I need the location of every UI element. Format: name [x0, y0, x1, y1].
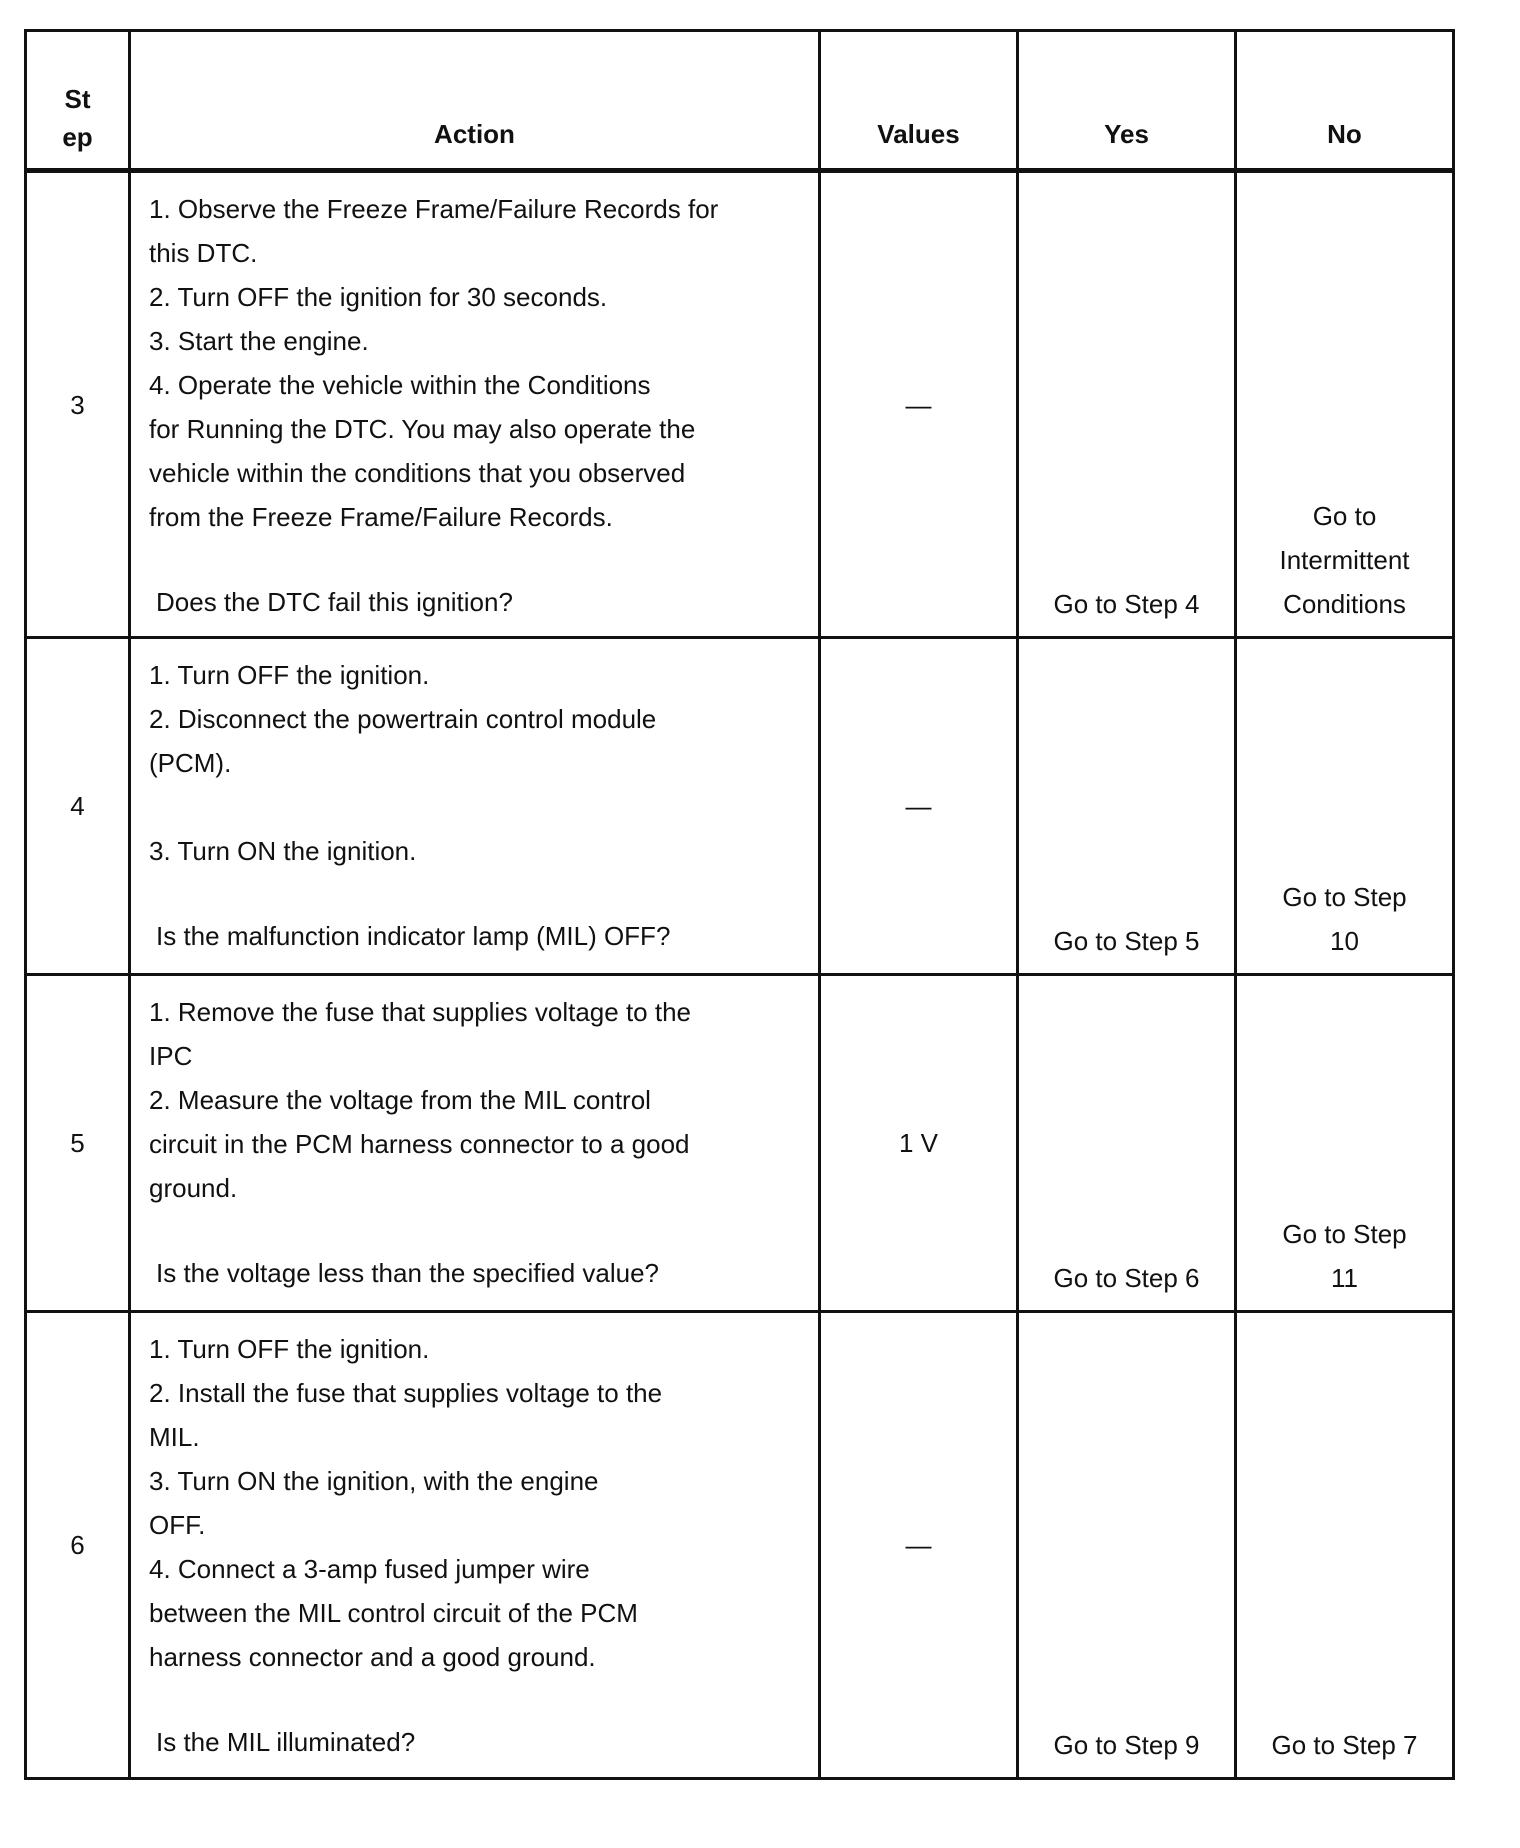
- no-line: Go to: [1312, 501, 1377, 531]
- action-cell: [130, 171, 820, 638]
- action-line: from the Freeze Frame/Failure Records.: [149, 502, 613, 532]
- action-line: 2. Disconnect the powertrain control module: [149, 704, 657, 734]
- action-line: 2. Install the fuse that supplies voltage to the: [149, 1378, 663, 1408]
- no-cell: [1236, 1312, 1454, 1779]
- action-question: Is the voltage less than the specified value?: [156, 1258, 659, 1288]
- action-line: OFF.: [149, 1510, 206, 1540]
- action-line: 1. Turn OFF the ignition.: [149, 1334, 430, 1364]
- diagnostic-table: [24, 29, 1455, 1780]
- yes-cell: Go to Step 9: [1018, 1312, 1236, 1779]
- header-no: No: [1236, 31, 1454, 171]
- no-line: Intermittent: [1279, 545, 1410, 575]
- action-steps: [149, 653, 798, 873]
- table-row: [26, 171, 1454, 638]
- no-cell: [1236, 171, 1454, 638]
- action-line: MIL.: [149, 1422, 200, 1452]
- no-line: 10: [1330, 926, 1359, 956]
- action-cell: [130, 638, 820, 975]
- no-line: Conditions: [1283, 589, 1406, 619]
- header-values: Values: [820, 31, 1018, 171]
- values-cell: 1 V: [820, 975, 1018, 1312]
- action-line: 1. Turn OFF the ignition.: [149, 660, 430, 690]
- no-cell: [1236, 638, 1454, 975]
- values-cell: —: [820, 171, 1018, 638]
- header-action: Action: [130, 31, 820, 171]
- step-number: 5: [26, 975, 130, 1312]
- header-step-line1: St: [64, 84, 91, 114]
- table-row: [26, 1312, 1454, 1779]
- action-steps: [149, 187, 798, 539]
- action-line: 2. Turn OFF the ignition for 30 seconds.: [149, 282, 608, 312]
- action-line: 1. Observe the Freeze Frame/Failure Records for: [149, 194, 719, 224]
- action-line: (PCM).: [149, 748, 232, 778]
- action-line: [149, 785, 798, 829]
- action-line: IPC: [149, 1041, 193, 1071]
- action-line: vehicle within the conditions that you observed: [149, 458, 686, 488]
- action-line: ground.: [149, 1173, 238, 1203]
- action-line: for Running the DTC. You may also operate the: [149, 414, 696, 444]
- step-number: 3: [26, 171, 130, 638]
- values-cell: —: [820, 1312, 1018, 1779]
- action-line: 3. Start the engine.: [149, 326, 369, 356]
- values-cell: —: [820, 638, 1018, 975]
- action-question: Is the malfunction indicator lamp (MIL) OFF?: [156, 921, 671, 951]
- no-line: Go to Step 7: [1271, 1730, 1418, 1760]
- no-cell: [1236, 975, 1454, 1312]
- action-line: this DTC.: [149, 238, 258, 268]
- header-step: [26, 31, 130, 171]
- action-line: harness connector and a good ground.: [149, 1642, 596, 1672]
- yes-cell: Go to Step 5: [1018, 638, 1236, 975]
- table-header-row: [26, 31, 1454, 171]
- action-line: 3. Turn ON the ignition, with the engine: [149, 1466, 599, 1496]
- action-question: Does the DTC fail this ignition?: [156, 587, 513, 617]
- action-line: 4. Connect a 3-amp fused jumper wire: [149, 1554, 590, 1584]
- table-row: [26, 638, 1454, 975]
- action-line: circuit in the PCM harness connector to a good: [149, 1129, 690, 1159]
- action-question: Is the MIL illuminated?: [156, 1727, 416, 1757]
- action-cell: [130, 1312, 820, 1779]
- action-steps: [149, 1327, 798, 1679]
- no-line: Go to Step: [1282, 1219, 1407, 1249]
- action-line: 2. Measure the voltage from the MIL control: [149, 1085, 651, 1115]
- step-number: 6: [26, 1312, 130, 1779]
- action-line: 3. Turn ON the ignition.: [149, 836, 417, 866]
- yes-cell: Go to Step 4: [1018, 171, 1236, 638]
- action-cell: [130, 975, 820, 1312]
- action-steps: [149, 990, 798, 1210]
- no-line: 11: [1331, 1263, 1358, 1293]
- step-number: 4: [26, 638, 130, 975]
- header-step-line2: ep: [62, 122, 93, 152]
- table-row: [26, 975, 1454, 1312]
- yes-cell: Go to Step 6: [1018, 975, 1236, 1312]
- header-yes: Yes: [1018, 31, 1236, 171]
- action-line: 1. Remove the fuse that supplies voltage to the: [149, 997, 692, 1027]
- action-line: between the MIL control circuit of the PCM: [149, 1598, 638, 1628]
- no-line: Go to Step: [1282, 882, 1407, 912]
- action-line: 4. Operate the vehicle within the Conditions: [149, 370, 651, 400]
